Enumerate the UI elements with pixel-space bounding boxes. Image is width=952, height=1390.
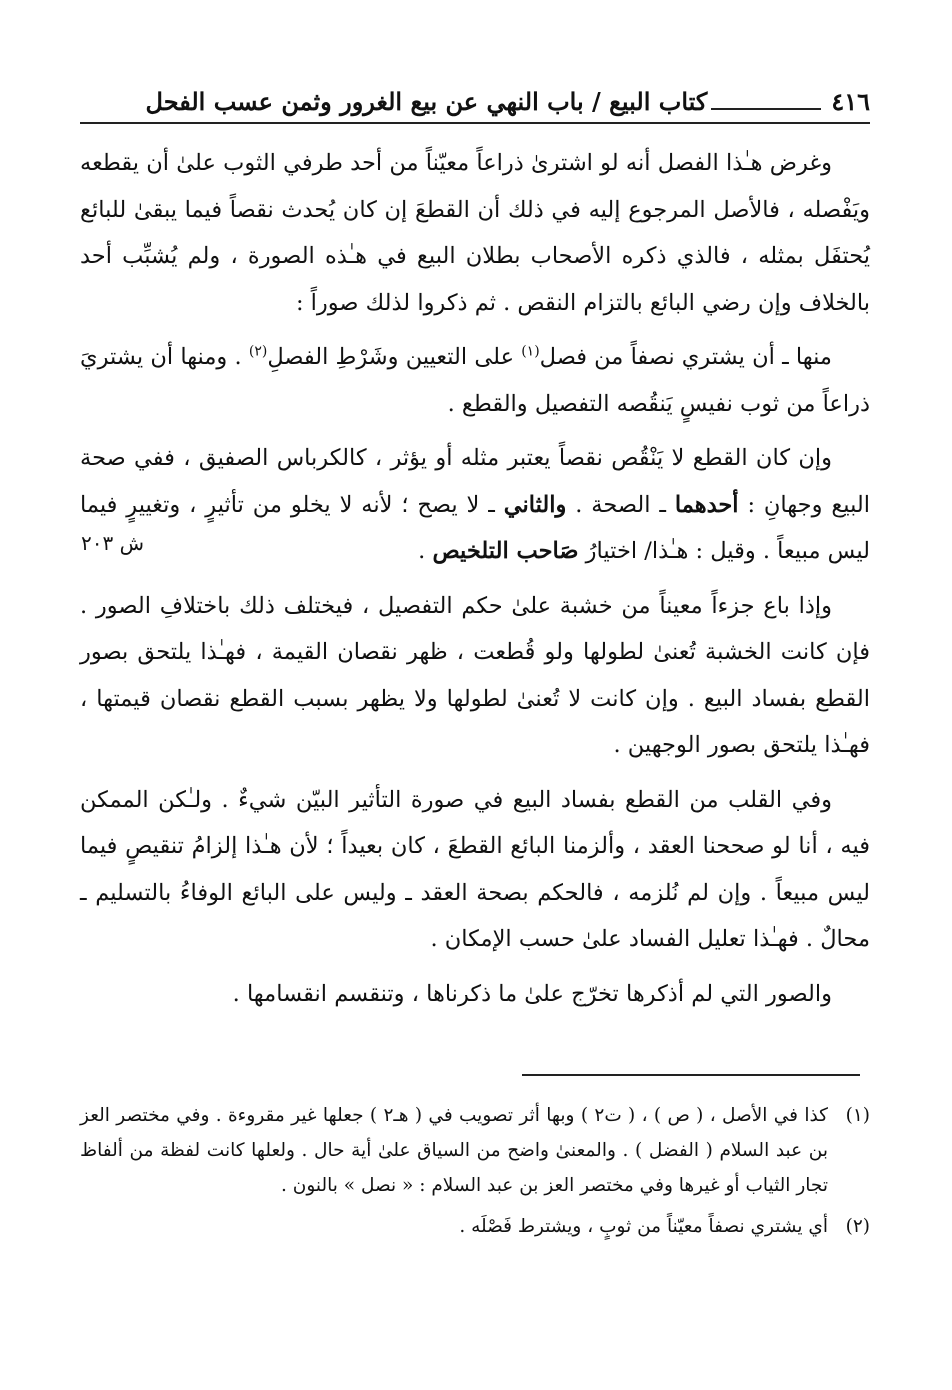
footnote-separator [522, 1074, 860, 1076]
page-number: ٤١٦ [831, 87, 870, 116]
footnote-marker: (٢) [248, 343, 268, 360]
header-title: كتاب البيع / باب النهي عن بيع الغرور وثمن عسب الفحل [145, 87, 708, 116]
text-segment: ـ لا يصح ؛ لأنه لا يخلو من تأثيرٍ ، وتغييرٍ فيما ليس مبيعاً . وقيل : هـٰذا/ اختيارُ [80, 491, 870, 564]
footnote-text: كذا في الأصل ، ( ص ) ، ( ت٢ ) وبها أثر تصويب في ( هـ٢ ) جعلها غير مقروءة . وفي مختصر العز بن عبد السلام ( الفضل ) . والمعنىٰ واضح من السياق علىٰ أية حال . ولعلها كانت لفظة من ألفاظ تجار الثياب أو غيرها وفي مختصر العز بن عبد السلام : « نصل » بالنون . [80, 1105, 828, 1196]
paragraph [80, 334, 870, 427]
bold-term: صَاحب التلخيص [432, 538, 579, 564]
paragraph [80, 583, 870, 769]
text-segment: . [418, 538, 433, 564]
text-segment: وفي القلب من القطع بفساد البيع في صورة التأثير البيّن شيءٌ . ولـٰكن الممكن فيه ، أنا لو صححنا العقد ، وألزمنا البائع القطعَ ، كان بعيداً ؛ لأن هـٰذا إلزامُ تنقيصٍ فيما ليس مبيعاً . وإن لم نُلزمه ، فالحكم بصحة العقد ـ وليس على البائع الوفاءُ بالتسليم ـ محالٌ . فهـٰذا تعليل الفساد علىٰ حسب الإمكان . [80, 786, 870, 952]
footnote [80, 1209, 870, 1244]
footnote-text: أي يشتري نصفاً معيّناً من ثوبٍ ، ويشترط فَصْلَه . [459, 1216, 828, 1237]
paragraph [80, 435, 870, 575]
text-segment: . ومنها أن يشتريَ ذراعاً من ثوب نفيسٍ يَنقُصه التفصيل والقطع . [80, 344, 870, 417]
bold-term: أحدهما [674, 491, 739, 518]
running-header [80, 78, 870, 124]
footnote-marker: (١) [521, 343, 540, 360]
bold-term: والثاني [503, 491, 567, 518]
text-segment: على التعيين وشَرْطِ الفصلِ [267, 344, 522, 370]
footnotes [80, 1098, 870, 1250]
paragraph [80, 140, 870, 326]
text-segment: ـ الصحة . [566, 491, 675, 518]
main-text [80, 140, 870, 1025]
margin-manuscript-ref: ش ٢٠٣ [80, 531, 144, 555]
text-segment: وإن كان القطع لا يَنْقُص نقصاً يعتبر مثله أو يؤثر ، كالكرباس الصفيق ، ففي صحة البيع وجهانِ : [80, 445, 870, 518]
header-rule [711, 108, 821, 110]
text-segment: والصور التي لم أذكرها تخرّج علىٰ ما ذكرناها ، وتنقسم انقسامها . [232, 980, 832, 1007]
paragraph [80, 971, 870, 1018]
footnote-number: (١) [845, 1105, 870, 1126]
paragraph [80, 777, 870, 963]
text-segment: وغرض هـٰذا الفصل أنه لو اشترىٰ ذراعاً معيّناً من أحد طرفي الثوب علىٰ أن يقطعه ويَفْصله ، فالأصل المرجوع إليه في ذلك أن القطعَ إن كان يُحدث نقصاً فيما يبقىٰ للبائع يُحتفَل بمثله ، فالذي ذكره الأصحاب بطلان البيع في هـٰذه الصورة ، ولم يُشبِّب أحد بالخلاف وإن رضي البائع بالتزام النقص . ثم ذكروا لذلك صوراً : [80, 150, 870, 316]
footnote-number: (٢) [845, 1216, 870, 1237]
footnote [80, 1098, 870, 1203]
text-segment: وإذا باع جزءاً معيناً من خشبة علىٰ حكم التفصيل ، فيختلف ذلك باختلافِ الصور . فإن كانت الخشبة تُعنىٰ لطولها ولو قُطعت ، ظهر نقصان القيمة ، فهـٰذا يلتحق بصور القطع بفساد البيع . وإن كانت لا تُعنىٰ لطولها ولا يظهر بسبب القطع نقصان قيمتها ، فهـٰذا يلتحق بصور الوجهين . [80, 592, 870, 758]
text-segment: منها ـ أن يشتري نصفاً من فصل [539, 344, 832, 370]
